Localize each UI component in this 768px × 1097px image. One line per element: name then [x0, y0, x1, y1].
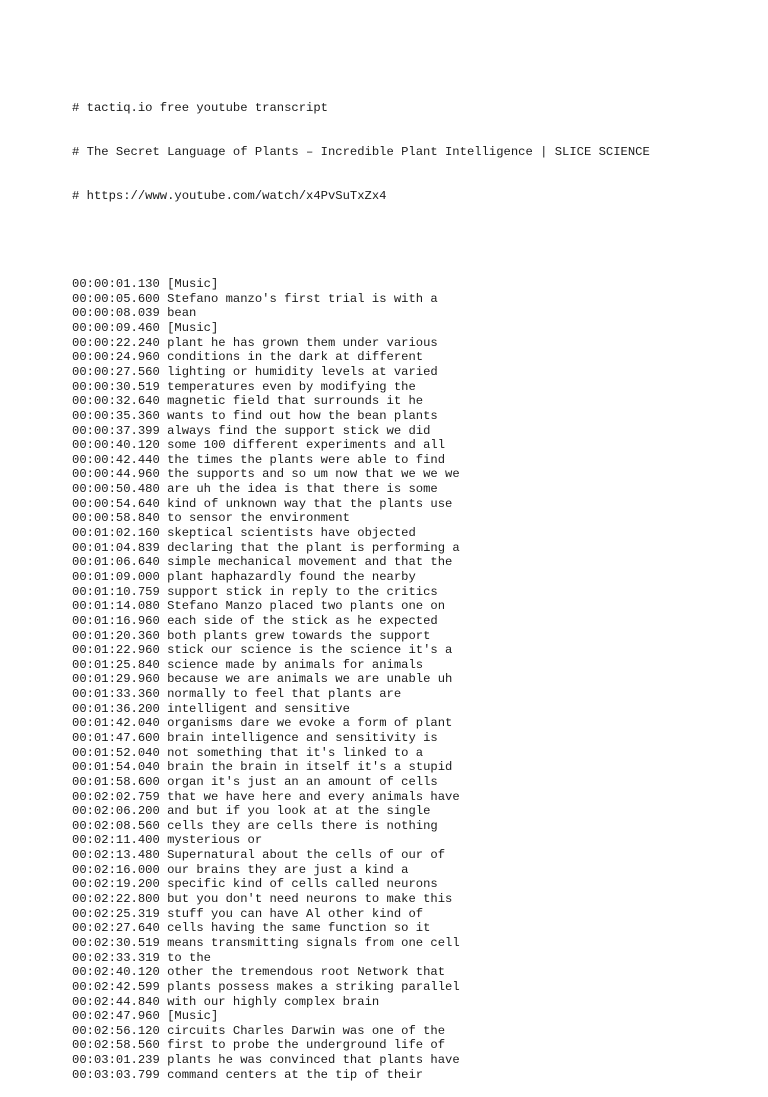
transcript-line	[72, 585, 752, 600]
transcript-line	[72, 292, 752, 307]
transcript-line	[72, 350, 752, 365]
transcript-lines	[72, 277, 752, 1082]
timestamp: 00:01:02.160	[72, 526, 160, 541]
timestamp: 00:02:16.000	[72, 862, 160, 877]
transcript-line	[72, 321, 752, 336]
caption-text: organisms dare we evoke a form of plant	[167, 716, 453, 731]
transcript-line	[72, 848, 752, 863]
timestamp: 00:00:09.460	[72, 321, 160, 336]
timestamp: 00:02:19.200	[72, 877, 160, 892]
caption-text: circuits Charles Darwin was one of the	[167, 1023, 446, 1038]
transcript-line	[72, 716, 752, 731]
transcript-line	[72, 702, 752, 717]
timestamp: 00:00:37.399	[72, 423, 160, 438]
timestamp: 00:01:16.960	[72, 613, 160, 628]
timestamp: 00:02:02.759	[72, 789, 160, 804]
caption-text: conditions in the dark at different	[167, 350, 424, 365]
transcript-line	[72, 965, 752, 980]
timestamp: 00:02:42.599	[72, 979, 160, 994]
caption-text: to the	[167, 950, 211, 965]
header-url-line: # https://www.youtube.com/watch/x4PvSuTxZx4	[72, 189, 387, 204]
timestamp: 00:02:58.560	[72, 1038, 160, 1053]
transcript-line	[72, 951, 752, 966]
transcript-line	[72, 555, 752, 570]
timestamp: 00:00:40.120	[72, 438, 160, 453]
timestamp: 00:01:33.360	[72, 687, 160, 702]
timestamp: 00:01:14.080	[72, 599, 160, 614]
caption-text: kind of unknown way that the plants use	[167, 496, 453, 511]
header-title-line: # The Secret Language of Plants – Incredible Plant Intelligence | SLICE SCIENCE	[72, 145, 650, 160]
timestamp: 00:03:01.239	[72, 1053, 160, 1068]
transcript-line	[72, 907, 752, 922]
caption-text: brain the brain in itself it's a stupid	[167, 760, 453, 775]
caption-text: cells having the same function so it	[167, 921, 431, 936]
caption-text: [Music]	[167, 1009, 219, 1024]
transcript-line	[72, 995, 752, 1010]
caption-text: wants to find out how the bean plants	[167, 408, 438, 423]
timestamp: 00:01:04.839	[72, 540, 160, 555]
timestamp: 00:01:22.960	[72, 643, 160, 658]
timestamp: 00:01:06.640	[72, 555, 160, 570]
transcript-line	[72, 467, 752, 482]
timestamp: 00:00:54.640	[72, 496, 160, 511]
transcript-line	[72, 863, 752, 878]
transcript-line	[72, 819, 752, 834]
caption-text: with our highly complex brain	[167, 994, 380, 1009]
caption-text: normally to feel that plants are	[167, 687, 402, 702]
transcript-line	[72, 1068, 752, 1083]
transcript-line	[72, 394, 752, 409]
transcript-line	[72, 1053, 752, 1068]
transcript-line	[72, 936, 752, 951]
transcript-line	[72, 599, 752, 614]
caption-text: intelligent and sensitive	[167, 701, 350, 716]
timestamp: 00:02:27.640	[72, 921, 160, 936]
caption-text: are uh the idea is that there is some	[167, 482, 438, 497]
transcript-document	[72, 72, 752, 1097]
transcript-line	[72, 687, 752, 702]
caption-text: [Music]	[167, 321, 219, 336]
timestamp: 00:02:56.120	[72, 1023, 160, 1038]
transcript-line	[72, 804, 752, 819]
timestamp: 00:00:05.600	[72, 291, 160, 306]
transcript-line	[72, 775, 752, 790]
caption-text: command centers at the tip of their	[167, 1067, 424, 1082]
transcript-line	[72, 409, 752, 424]
caption-text: that we have here and every animals have	[167, 789, 460, 804]
transcript-line	[72, 380, 752, 395]
timestamp: 00:02:40.120	[72, 965, 160, 980]
transcript-line	[72, 790, 752, 805]
transcript-line	[72, 892, 752, 907]
caption-text: lighting or humidity levels at varied	[167, 364, 438, 379]
caption-text: means transmitting signals from one cell	[167, 935, 460, 950]
timestamp: 00:01:09.000	[72, 569, 160, 584]
timestamp: 00:01:47.600	[72, 730, 160, 745]
timestamp: 00:00:08.039	[72, 306, 160, 321]
transcript-line	[72, 877, 752, 892]
caption-text: not something that it's linked to a	[167, 745, 424, 760]
transcript-line	[72, 921, 752, 936]
blank-line	[72, 233, 752, 248]
header-tool-line: # tactiq.io free youtube transcript	[72, 101, 328, 116]
caption-text: bean	[167, 306, 197, 321]
timestamp: 00:02:44.840	[72, 994, 160, 1009]
timestamp: 00:02:33.319	[72, 950, 160, 965]
transcript-line	[72, 1038, 752, 1053]
caption-text: our brains they are just a kind a	[167, 862, 409, 877]
caption-text: the times the plants were able to find	[167, 452, 446, 467]
transcript-line	[72, 424, 752, 439]
caption-text: plant he has grown them under various	[167, 335, 438, 350]
caption-text: because we are animals we are unable uh	[167, 672, 453, 687]
caption-text: but you don't need neurons to make this	[167, 892, 453, 907]
caption-text: support stick in reply to the critics	[167, 584, 438, 599]
caption-text: Stefano Manzo placed two plants one on	[167, 599, 446, 614]
caption-text: simple mechanical movement and that the	[167, 555, 453, 570]
caption-text: science made by animals for animals	[167, 657, 424, 672]
caption-text: skeptical scientists have objected	[167, 526, 416, 541]
caption-text: the supports and so um now that we we we	[167, 467, 460, 482]
timestamp: 00:01:54.040	[72, 760, 160, 775]
transcript-line	[72, 760, 752, 775]
transcript-line	[72, 643, 752, 658]
transcript-line	[72, 277, 752, 292]
transcript-line	[72, 482, 752, 497]
caption-text: always find the support stick we did	[167, 423, 431, 438]
transcript-line	[72, 526, 752, 541]
timestamp: 00:00:22.240	[72, 335, 160, 350]
timestamp: 00:01:10.759	[72, 584, 160, 599]
caption-text: Supernatural about the cells of our of	[167, 848, 446, 863]
transcript-line	[72, 1009, 752, 1024]
caption-text: organ it's just an an amount of cells	[167, 774, 438, 789]
caption-text: temperatures even by modifying the	[167, 379, 416, 394]
transcript-line	[72, 438, 752, 453]
transcript-line	[72, 511, 752, 526]
caption-text: to sensor the environment	[167, 511, 350, 526]
timestamp: 00:01:58.600	[72, 774, 160, 789]
transcript-line	[72, 629, 752, 644]
timestamp: 00:00:24.960	[72, 350, 160, 365]
caption-text: cells they are cells there is nothing	[167, 818, 438, 833]
timestamp: 00:03:03.799	[72, 1067, 160, 1082]
timestamp: 00:00:01.130	[72, 277, 160, 292]
timestamp: 00:02:25.319	[72, 906, 160, 921]
timestamp: 00:01:36.200	[72, 701, 160, 716]
timestamp: 00:00:44.960	[72, 467, 160, 482]
caption-text: some 100 different experiments and all	[167, 438, 446, 453]
transcript-line	[72, 453, 752, 468]
transcript-line	[72, 1024, 752, 1039]
timestamp: 00:00:27.560	[72, 364, 160, 379]
caption-text: plants possess makes a striking parallel	[167, 979, 460, 994]
transcript-line	[72, 614, 752, 629]
timestamp: 00:01:20.360	[72, 628, 160, 643]
caption-text: each side of the stick as he expected	[167, 613, 438, 628]
timestamp: 00:00:50.480	[72, 482, 160, 497]
transcript-line	[72, 365, 752, 380]
timestamp: 00:01:52.040	[72, 745, 160, 760]
caption-text: both plants grew towards the support	[167, 628, 431, 643]
transcript-line	[72, 833, 752, 848]
caption-text: stuff you can have Al other kind of	[167, 906, 424, 921]
transcript-line	[72, 980, 752, 995]
caption-text: and but if you look at at the single	[167, 804, 431, 819]
timestamp: 00:01:29.960	[72, 672, 160, 687]
timestamp: 00:01:42.040	[72, 716, 160, 731]
timestamp: 00:02:22.800	[72, 892, 160, 907]
caption-text: magnetic field that surrounds it he	[167, 394, 424, 409]
transcript-line	[72, 541, 752, 556]
caption-text: Stefano manzo's first trial is with a	[167, 291, 438, 306]
timestamp: 00:00:42.440	[72, 452, 160, 467]
timestamp: 00:01:25.840	[72, 657, 160, 672]
caption-text: other the tremendous root Network that	[167, 965, 446, 980]
caption-text: [Music]	[167, 277, 219, 292]
timestamp: 00:02:13.480	[72, 848, 160, 863]
timestamp: 00:02:06.200	[72, 804, 160, 819]
timestamp: 00:00:30.519	[72, 379, 160, 394]
timestamp: 00:00:58.840	[72, 511, 160, 526]
timestamp: 00:02:30.519	[72, 935, 160, 950]
caption-text: plants he was convinced that plants have	[167, 1053, 460, 1068]
transcript-line	[72, 570, 752, 585]
transcript-line	[72, 731, 752, 746]
caption-text: stick our science is the science it's a	[167, 643, 453, 658]
timestamp: 00:02:08.560	[72, 818, 160, 833]
caption-text: brain intelligence and sensitivity is	[167, 730, 438, 745]
timestamp: 00:02:11.400	[72, 833, 160, 848]
timestamp: 00:00:35.360	[72, 408, 160, 423]
transcript-line	[72, 746, 752, 761]
transcript-line	[72, 672, 752, 687]
transcript-line	[72, 336, 752, 351]
caption-text: specific kind of cells called neurons	[167, 877, 438, 892]
caption-text: declaring that the plant is performing a	[167, 540, 460, 555]
timestamp: 00:02:47.960	[72, 1009, 160, 1024]
caption-text: plant haphazardly found the nearby	[167, 569, 416, 584]
transcript-line	[72, 658, 752, 673]
transcript-line	[72, 497, 752, 512]
caption-text: first to probe the underground life of	[167, 1038, 446, 1053]
transcript-line	[72, 306, 752, 321]
timestamp: 00:00:32.640	[72, 394, 160, 409]
caption-text: mysterious or	[167, 833, 263, 848]
